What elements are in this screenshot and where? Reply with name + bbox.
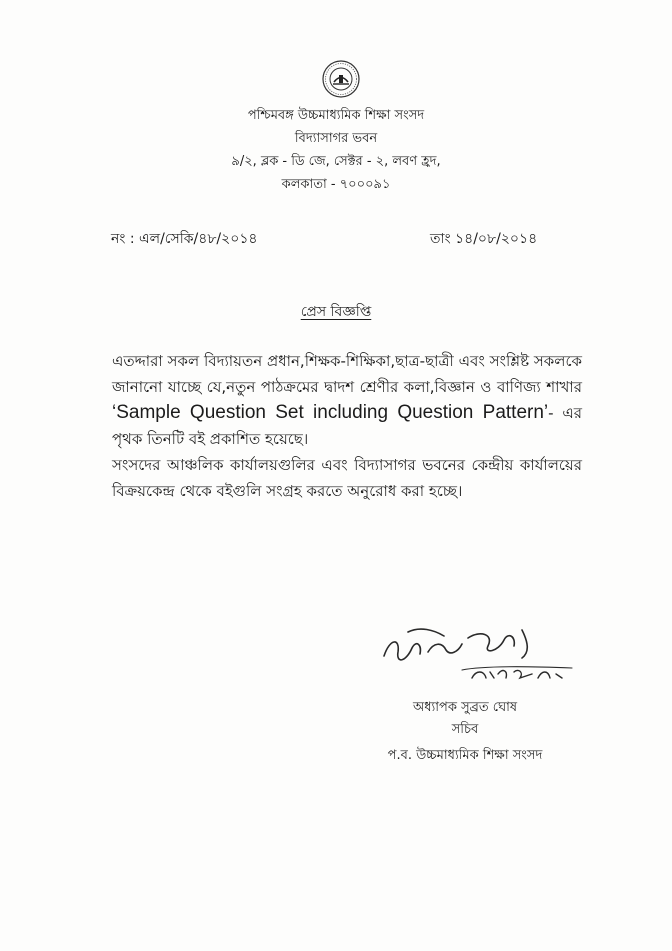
body-paragraph-1 bbox=[112, 348, 582, 452]
body-text bbox=[112, 348, 582, 504]
board-seal-icon bbox=[321, 59, 361, 99]
body-p1-before: এতদ্দারা সকল বিদ্যায়তন প্রধান,শিক্ষক-শিক্ষিকা,ছাত্র-ছাত্রী এবং সংশ্লিষ্ট সকলকে জানানো যাচ্ছে যে,নতুন পাঠক্রমের দ্বাদশ শ্রেণীর কলা,বিজ্ঞান ও বাণিজ্য শাখার bbox=[112, 352, 582, 396]
body-paragraph-2: সংসদের আঞ্চলিক কার্যালয়গুলির এবং বিদ্যাসাগর ভবনের কেন্দ্রীয় কার্যালয়ের বিক্রয়কেন্দ্র থেকে বইগুলি সংগ্রহ করতে অনুরোধ করা হচ্ছে। bbox=[112, 456, 582, 500]
body-p1-highlight: ‘Sample Question Set including Question Pattern’ bbox=[112, 402, 549, 423]
signatory-organization: প.ব. উচ্চমাধ্যমিক শিক্ষা সংসদ bbox=[387, 748, 543, 763]
reference-date: তাং ১৪/০৮/২০১৪ bbox=[430, 231, 538, 247]
city-line: কলকাতা - ৭০০০৯১ bbox=[281, 177, 391, 192]
document-title-text: প্রেস বিজ্ঞপ্তি bbox=[300, 304, 372, 320]
signatory-designation: সচিব bbox=[451, 722, 479, 737]
building-name: বিদ্যাসাগর ভবন bbox=[294, 131, 378, 146]
signatory-name: অধ্যাপক সুব্রত ঘোষ bbox=[412, 700, 518, 715]
address-line: ৯/২, ব্লক - ডি জে, সেক্টর - ২, লবণ হ্রদ, bbox=[231, 154, 441, 169]
handwritten-signature bbox=[372, 622, 582, 682]
document-title bbox=[0, 300, 672, 324]
body-p1-after: - এর পৃথক তিনটি বই প্রকাশিত হয়েছে। bbox=[112, 404, 582, 448]
reference-number: নং : এল/সেকি/৪৮/২০১৪ bbox=[111, 231, 258, 247]
organization-name: পশ্চিমবঙ্গ উচ্চমাধ্যমিক শিক্ষা সংসদ bbox=[247, 108, 425, 123]
